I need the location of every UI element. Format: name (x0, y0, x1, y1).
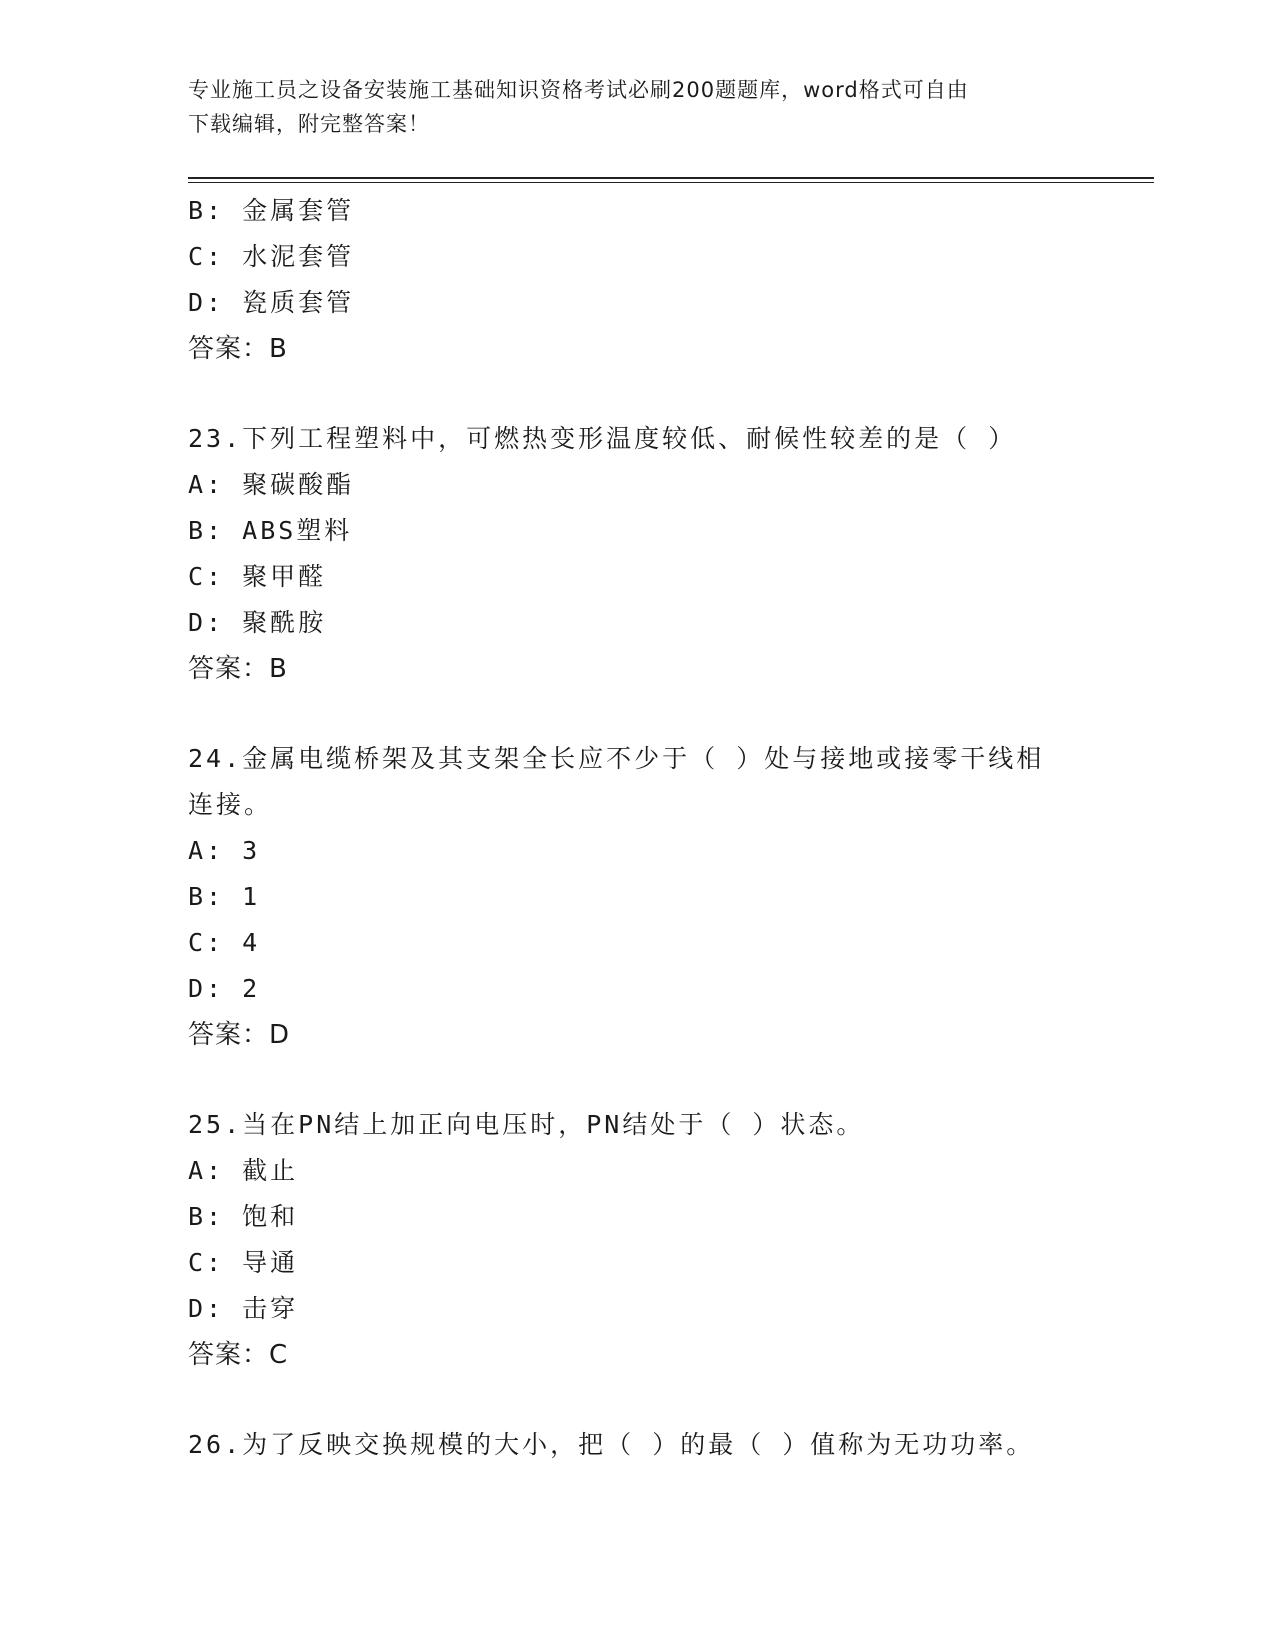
question-text-line-2: 连接。 (188, 790, 273, 819)
answer: 答案：C (188, 1340, 289, 1370)
option-b: B: 金属套管 (188, 196, 355, 225)
question-text-line-1: 24.金属电缆桥架及其支架全长应不少于（ ）处与接地或接零干线相 (188, 744, 1045, 773)
option-b: B: 1 (188, 882, 261, 911)
option-c: C: 聚甲醛 (188, 562, 327, 591)
question-26 (188, 1422, 1088, 1468)
question-list (188, 188, 1088, 1468)
option-c: C: 导通 (188, 1248, 299, 1277)
option-b: B: 饱和 (188, 1202, 299, 1231)
question-text: 25.当在PN结上加正向电压时，PN结处于（ ）状态。 (188, 1110, 865, 1139)
answer: 答案：B (188, 334, 288, 364)
option-a: A: 3 (188, 836, 261, 865)
option-d: D: 聚酰胺 (188, 608, 327, 637)
answer: 答案：B (188, 654, 288, 684)
option-c: C: 4 (188, 928, 261, 957)
option-d: D: 瓷质套管 (188, 288, 355, 317)
question-22 (188, 188, 1088, 372)
question-23 (188, 416, 1088, 692)
option-d: D: 2 (188, 974, 261, 1003)
header-title-line-2: 下载编辑，附完整答案！ (188, 112, 430, 136)
answer: 答案：D (188, 1020, 291, 1050)
option-c: C: 水泥套管 (188, 242, 355, 271)
question-text: 23.下列工程塑料中，可燃热变形温度较低、耐候性较差的是（ ） (188, 424, 1017, 453)
option-a: A: 聚碳酸酯 (188, 470, 355, 499)
spacer (188, 692, 1088, 736)
option-b: B: ABS塑料 (188, 516, 353, 545)
question-24 (188, 736, 1088, 1058)
header-divider-thin (188, 182, 1154, 183)
spacer (188, 372, 1088, 416)
header-divider-thick (188, 177, 1154, 179)
option-a: A: 截止 (188, 1156, 299, 1185)
question-text: 26.为了反映交换规模的大小，把（ ）的最（ ）值称为无功功率。 (188, 1430, 1035, 1459)
spacer (188, 1058, 1088, 1102)
option-d: D: 击穿 (188, 1294, 299, 1323)
document-header (188, 73, 1068, 141)
spacer (188, 1378, 1088, 1422)
question-25 (188, 1102, 1088, 1378)
header-title-line-1: 专业施工员之设备安装施工基础知识资格考试必刷200题题库，word格式可自由 (188, 78, 969, 102)
